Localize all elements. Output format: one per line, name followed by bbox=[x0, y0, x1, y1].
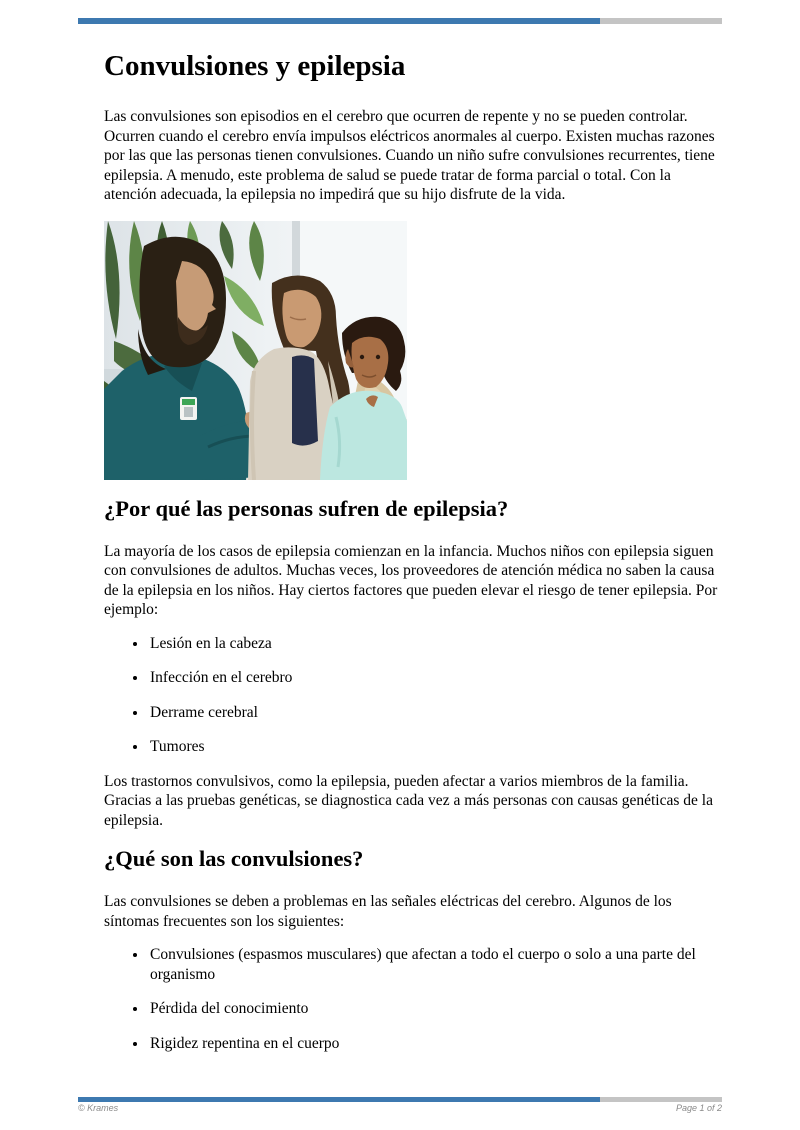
causes-paragraph: La mayoría de los casos de epilepsia comienzan en la infancia. Muchos niños con epilepsia siguen con convulsiones de adultos. Muchas veces, los proveedores de atención médica no saben la causa de la epilepsia en los niños. Hay ciertos factores que pueden elevar el riesgo de tener epilepsia. Por ejemplo: bbox=[104, 542, 718, 618]
list-item: • Rigidez repentina en el cuerpo bbox=[148, 1034, 722, 1054]
list-item: • Lesión en la cabeza bbox=[148, 634, 722, 654]
intro-paragraph: Las convulsiones son episodios en el cerebro que ocurren de repente y no se pueden controlar. Ocurren cuando el cerebro envía impulsos eléctricos anormales al cuerpo. Existen muchas razones por las que las personas tienen convulsiones. Cuando un niño sufre convulsiones recurrentes, tiene epilepsia. A menudo, este problema de salud se puede tratar de forma parcial o total. Con la atención adecuada, la epilepsia no impedirá que su hijo disfrute de la vida. bbox=[104, 108, 715, 203]
footer-rule bbox=[78, 1097, 722, 1102]
symptoms-list bbox=[104, 945, 722, 1053]
page-number: Page 1 of 2 bbox=[675, 1103, 722, 1113]
list-item: • Pérdida del conocimiento bbox=[148, 999, 722, 1019]
section-heading-seizures: ¿Qué son las convulsiones? bbox=[104, 846, 364, 871]
seizures-paragraph: Las convulsiones se deben a problemas en las señales eléctricas del cerebro. Algunos de los síntomas frecuentes son los siguientes: bbox=[104, 893, 672, 930]
causes-list bbox=[104, 634, 722, 757]
genetics-paragraph: Los trastornos convulsivos, como la epilepsia, pueden afectar a varios miembros de la familia. Gracias a las pruebas genéticas, se diagnostica cada vez a más personas con causas genéticas de la epilepsia. bbox=[104, 772, 713, 829]
list-item: • Convulsiones (espasmos musculares) que afectan a todo el cuerpo o solo a una parte del organismo bbox=[148, 945, 722, 984]
footer-rule-accent bbox=[78, 1097, 600, 1102]
list-item: • Tumores bbox=[148, 737, 722, 757]
page-title: Convulsiones y epilepsia bbox=[104, 50, 406, 82]
list-item: • Derrame cerebral bbox=[148, 703, 722, 723]
copyright-text: © Krames bbox=[78, 1103, 119, 1113]
document-body bbox=[104, 0, 722, 1068]
section-heading-causes: ¿Por qué las personas sufren de epilepsia? bbox=[104, 495, 509, 521]
list-item: • Infección en el cerebro bbox=[148, 668, 722, 688]
family-consult-photo bbox=[104, 221, 407, 480]
